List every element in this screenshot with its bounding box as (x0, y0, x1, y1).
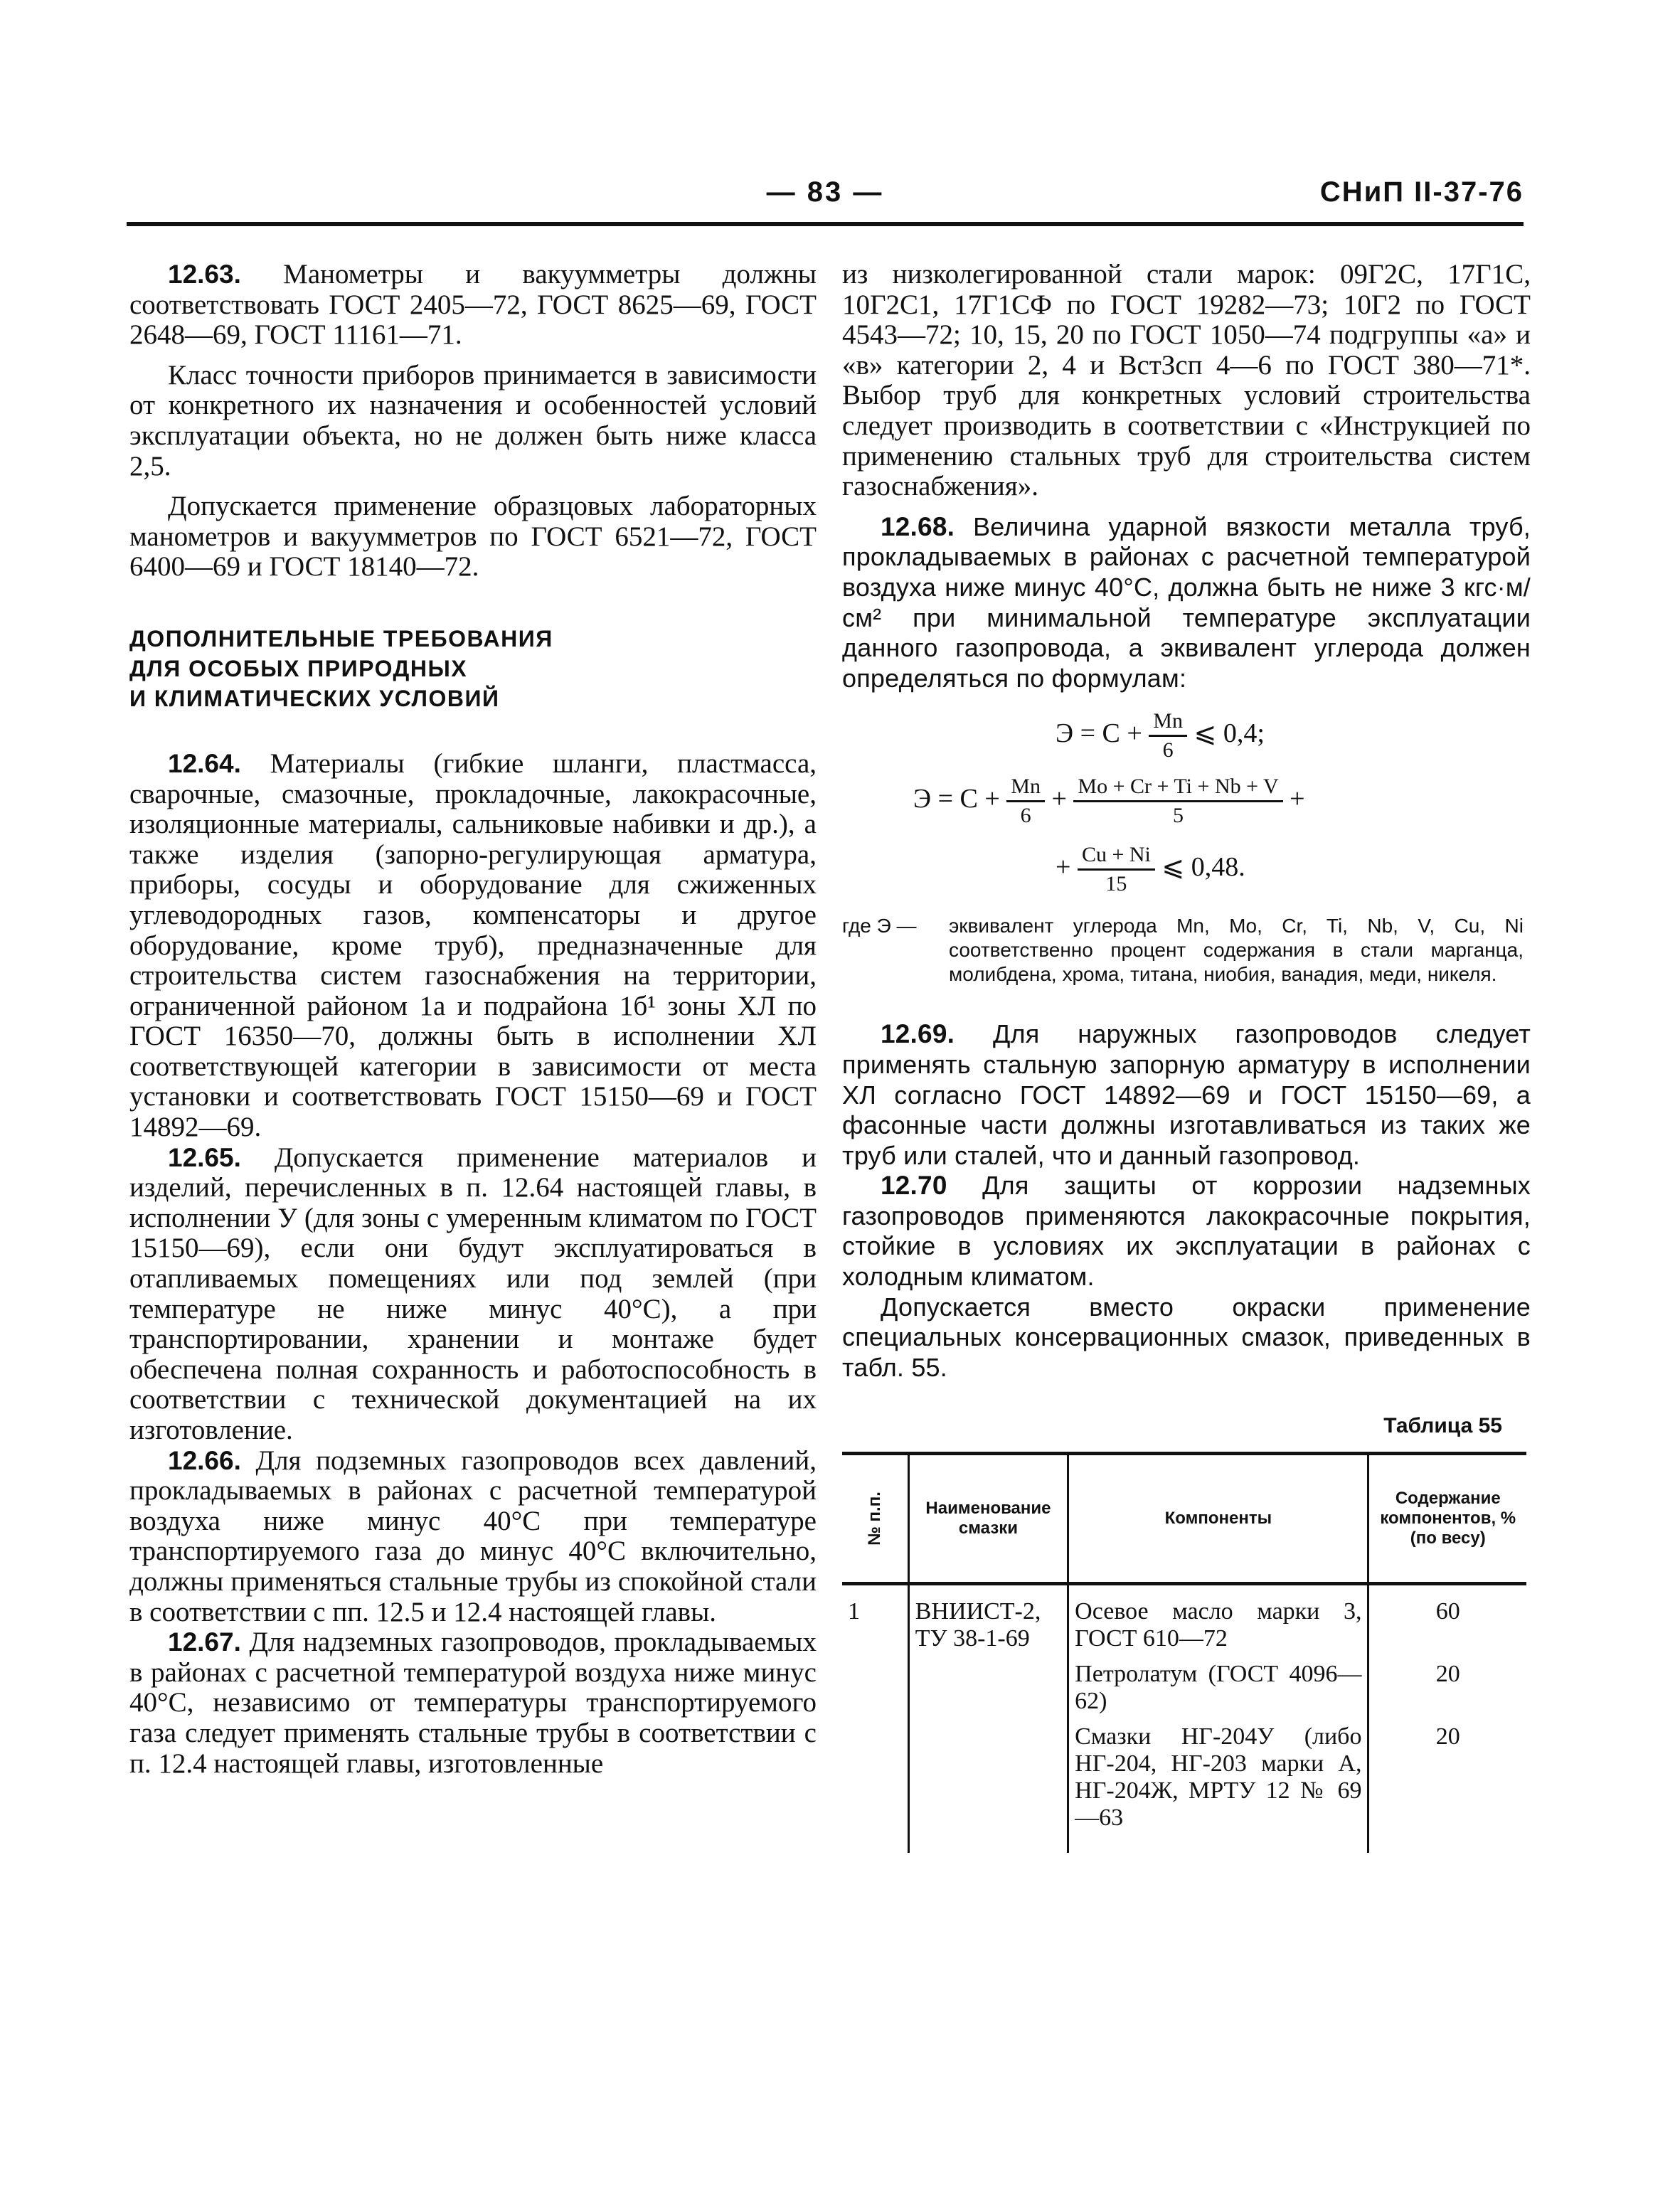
paragraph-text: Манометры и вакуумметры должны соответствовать ГОСТ 2405—72, ГОСТ 8625—69, ГОСТ 2648—69, ГОСТ 11161—71. (129, 259, 817, 351)
section-title (129, 624, 817, 713)
cell-components (1068, 1584, 1368, 1854)
paragraph-12-64 (129, 749, 817, 1143)
formula-legend (842, 914, 1531, 987)
fraction-denominator: 5 (1173, 804, 1184, 828)
percent-value: 20 (1435, 1723, 1460, 1750)
clause-number: 12.70 (881, 1171, 947, 1201)
component-item: Осевое масло марки 3, ГОСТ 610—72 (1075, 1598, 1362, 1652)
paragraph-12-67 (129, 1627, 817, 1779)
section-title-line: ДОПОЛНИТЕЛЬНЫЕ ТРЕБОВАНИЯ (129, 625, 553, 652)
paragraph-text: Для подземных газопроводов всех давлений, прокладываемых в районах с расчетной температурой воздуха ниже минус 40°С при температуре транспортируемого газа до минус 40°С включительно, должны применяться стальные трубы из спокойной стали в соответствии с пп. 12.5 и 12.4 настоящей главы. (129, 1445, 817, 1627)
header-cell-components: Компоненты (1068, 1454, 1368, 1584)
formula-lhs: Э = C + (1056, 718, 1142, 749)
paragraph-12-69 (842, 1019, 1531, 1171)
paragraph-text: Материалы (гибкие шланги, пластмасса, сварочные, смазочные, прокладочные, лакокрасочные, изоляционные материалы, сальниковые набивки и др.), а также изделия (запорно-регулирующая арматура, приборы, сосуды и оборудование для сжиженных углеводородных газов, компенсаторы и другое оборудование, кроме труб), предназначенные для строительства систем газоснабжения на территории, ограниченной районом 1а и подрайона 1б¹ зоны ХЛ по ГОСТ 16350—70, должны быть в исполнении ХЛ соответствующей категории в зависимости от места установки и соответствовать ГОСТ 15150—69 и ГОСТ 14892—69. (129, 748, 817, 1143)
paragraph-reference-gauges: Допускается применение образцовых лабораторных манометров и вакуумметров по ГОСТ 6521—72, ГОСТ 6400—69 и ГОСТ 18140—72. (129, 491, 817, 583)
legend-label: где Э — (842, 915, 917, 937)
component-item: Петролатум (ГОСТ 4096—62) (1075, 1661, 1362, 1715)
paragraph-lubricants: Допускается вместо окраски применение специальных консервационных смазок, приведенных в табл. 55. (842, 1292, 1531, 1382)
table-row (842, 1584, 1526, 1854)
header-cell-number (842, 1454, 908, 1584)
clause-number: 12.67. (168, 1627, 241, 1657)
paragraph-12-70 (842, 1171, 1531, 1292)
cell-percentages (1368, 1584, 1526, 1854)
table-header-row (842, 1454, 1526, 1584)
carbon-equivalent-formulas (842, 702, 1531, 908)
section-title-line: И КЛИМАТИЧЕСКИХ УСЛОВИЙ (129, 685, 500, 711)
header-rule (127, 222, 1524, 226)
formula-lhs: Э = C + (913, 784, 1000, 814)
clause-number: 12.69. (881, 1019, 955, 1049)
paragraph-12-68 (842, 512, 1531, 694)
paragraph-text: Для надземных газопроводов, прокладываемых в районах с расчетной температурой воздуха ниже минус 40°С, независимо от температуры транспортируемого газа следует применять стальные трубы в соответствии с п. 12.4 настоящей главы, изготовленные (129, 1627, 817, 1779)
formula-rhs: ⩽ 0,48. (1161, 852, 1245, 883)
percent-value: 20 (1435, 1661, 1460, 1688)
clause-number: 12.65. (168, 1142, 241, 1172)
table-55 (842, 1452, 1526, 1853)
paragraph-12-66 (129, 1446, 817, 1628)
legend-text: эквивалент углерода Mn, Mo, Cr, Ti, Nb, V, Cu, Ni соответственно процент содержания в стали марганца, молибдена, хрома, титана, ниобия, ванадия, меди, никеля. (949, 915, 1524, 986)
clause-number: 12.66. (168, 1445, 241, 1475)
formula-rhs: ⩽ 0,4; (1193, 718, 1265, 749)
component-item: Смазки НГ-204У (либо НГ-204, НГ-203 марки А, НГ-204Ж, МРТУ 12 № 69—63 (1075, 1723, 1362, 1832)
cell-lubricant-name: ВНИИСТ-2, ТУ 38-1-69 (908, 1584, 1068, 1854)
header-cell-name: Наименование смазки (908, 1454, 1068, 1584)
left-column (129, 260, 817, 1779)
fraction (1078, 841, 1155, 898)
formula-line-1 (1056, 708, 1265, 764)
table-caption: Таблица 55 (1383, 1414, 1502, 1438)
percent-value: 60 (1435, 1598, 1460, 1625)
fraction-numerator: Mn (1006, 773, 1045, 802)
formula-line-2 (913, 773, 1305, 829)
plus-sign: + (1056, 852, 1071, 883)
fraction-numerator: Cu + Ni (1078, 841, 1155, 871)
paragraph-12-63 (129, 260, 817, 351)
paragraph-accuracy-class: Класс точности приборов принимается в зависимости от конкретного их назначения и особенностей условий эксплуатации объекта, но не должен быть ниже класса 2,5. (129, 359, 817, 482)
plus-sign: + (1290, 784, 1305, 814)
plus-sign: + (1051, 784, 1067, 814)
fraction-denominator: 6 (1020, 804, 1031, 828)
paragraph-text: Для наружных газопроводов следует применять стальную запорную арматуру в исполнении ХЛ согласно ГОСТ 14892—69 и ГОСТ 15150—69, а фасонные части должны изготавливаться из таких же труб или сталей, что и данный газопровод. (842, 1019, 1531, 1170)
clause-number: 12.68. (881, 511, 955, 541)
fraction-numerator: Mo + Cr + Ti + Nb + V (1073, 773, 1282, 802)
cell-number: 1 (848, 1598, 860, 1625)
paragraph-12-67-continued: из низколегированной стали марок: 09Г2С, 17Г1С, 10Г2С1, 17Г1СФ по ГОСТ 19282—73; 10Г2 по ГОСТ 4543—72; 10, 15, 20 по ГОСТ 1050—74 подгруппы «а» и «в» категории 2, 4 и ВстЗсп 4—6 по ГОСТ 380—71*. Выбор труб для конкретных условий строительства следует производить в соответствии с «Инструкцией по применению стальных труб для строительства систем газоснабжения». (842, 259, 1531, 502)
fraction (1149, 708, 1187, 764)
right-column (842, 260, 1531, 1853)
section-title-line: ДЛЯ ОСОБЫХ ПРИРОДНЫХ (129, 655, 468, 681)
page-header (127, 176, 1524, 226)
fraction (1006, 773, 1045, 829)
fraction (1073, 773, 1282, 829)
fraction-denominator: 6 (1162, 738, 1174, 762)
clause-number: 12.63. (168, 260, 241, 289)
formula-line-3 (1056, 841, 1245, 898)
paragraph-text: Допускается применение материалов и изделий, перечисленных в п. 12.64 настоящей главы, в исполнении У (для зоны с умеренным климатом по ГОСТ 15150—69), если они будут эксплуатироваться в отапливаемых помещениях или под землей (при температуре не ниже минус 40°С), а при транспортировании, хранении и монтаже будет обеспечена полная сохранность и работоспособность в соответствии с технической документацией на их изготовление. (129, 1142, 817, 1445)
clause-number: 12.64. (168, 748, 241, 778)
document-code: СНиП II-37-76 (1319, 176, 1524, 208)
header-cell-content: Содержание компонентов, % (по весу) (1368, 1454, 1526, 1584)
paragraph-text: Величина ударной вязкости металла труб, прокладываемых в районах с расчетной температурой воздуха ниже минус 40°С, должна быть не ниже 3 кгс·м/см² при минимальной температуре эксплуатации данного газопровода, а эквивалент углерода должен определяться по формулам: (842, 511, 1531, 693)
fraction-denominator: 15 (1105, 872, 1127, 896)
paragraph-text: Для защиты от коррозии надземных газопроводов применяются лакокрасочные покрытия, стойкие в условиях их эксплуатации в районах с холодным климатом. (842, 1171, 1531, 1292)
paragraph-12-65 (129, 1143, 817, 1446)
fraction-numerator: Mn (1149, 708, 1187, 737)
page-number: — 83 — (766, 176, 884, 208)
header-label: № п.п. (864, 1492, 884, 1546)
